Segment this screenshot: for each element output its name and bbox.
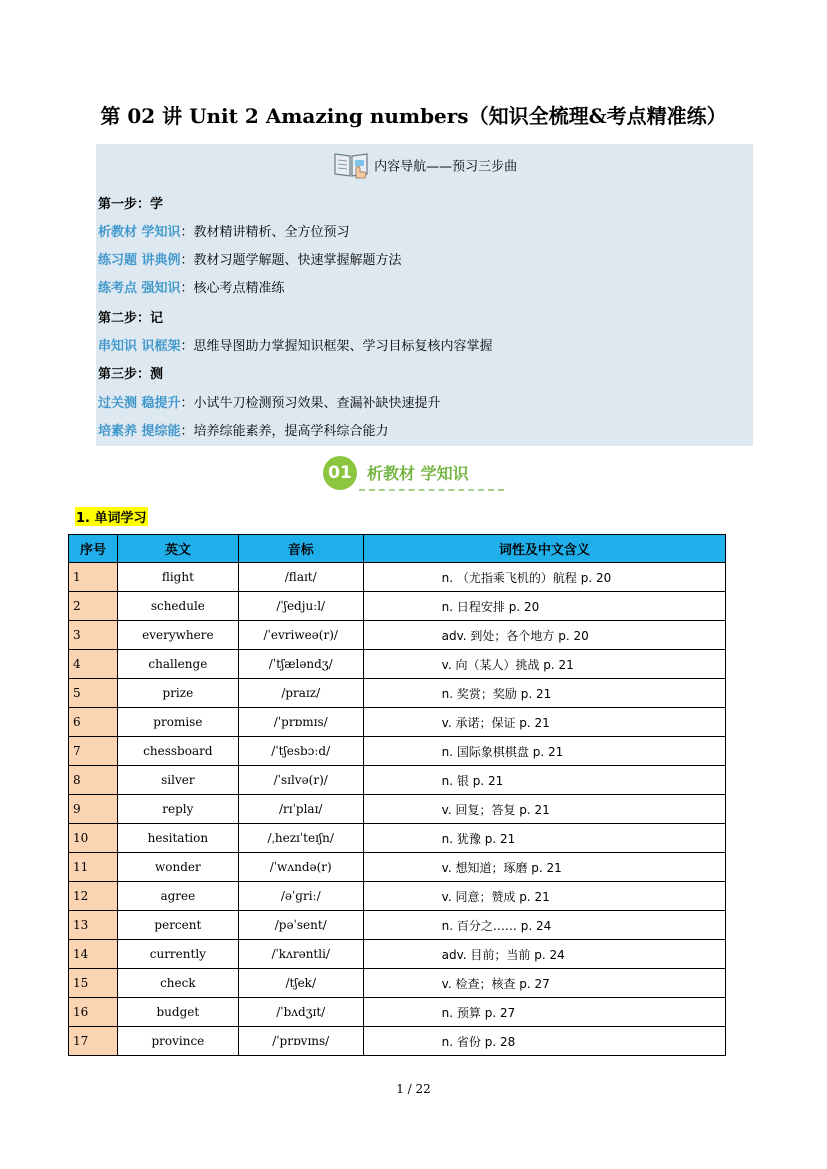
row-index: 4 xyxy=(69,650,118,679)
row-english: schedule xyxy=(117,592,238,621)
row-index: 17 xyxy=(69,1027,118,1056)
row-english: challenge xyxy=(117,650,238,679)
row-meaning: n. （尤指乘飞机的）航程 p. 20 xyxy=(363,563,725,592)
table-body xyxy=(69,563,726,1056)
row-english: agree xyxy=(117,882,238,911)
row-phonetic: /ˈʃedjuːl/ xyxy=(238,592,363,621)
table-row xyxy=(69,853,726,882)
row-english: check xyxy=(117,969,238,998)
row-phonetic: /ˈsɪlvə(r)/ xyxy=(238,766,363,795)
table-row xyxy=(69,940,726,969)
table-row xyxy=(69,766,726,795)
row-index: 8 xyxy=(69,766,118,795)
row-index: 15 xyxy=(69,969,118,998)
table-row xyxy=(69,592,726,621)
row-phonetic: /tʃek/ xyxy=(238,969,363,998)
step-2-heading: 第二步：记 xyxy=(98,311,164,326)
row-meaning: n. 日程安排 p. 20 xyxy=(363,592,725,621)
row-phonetic: /ˈtʃæləndʒ/ xyxy=(238,650,363,679)
row-english: prize xyxy=(117,679,238,708)
table-row xyxy=(69,824,726,853)
content-navigation-box xyxy=(96,144,753,446)
row-phonetic: /ˈwʌndə(r) xyxy=(238,853,363,882)
row-english: province xyxy=(117,1027,238,1056)
row-english: flight xyxy=(117,563,238,592)
row-english: chessboard xyxy=(117,737,238,766)
table-row xyxy=(69,795,726,824)
row-index: 3 xyxy=(69,621,118,650)
nav-item: 练考点 强知识：核心考点精准练 xyxy=(98,281,285,296)
header-english: 英文 xyxy=(117,535,238,563)
row-english: promise xyxy=(117,708,238,737)
badge-dashed-underline xyxy=(359,489,504,491)
table-row xyxy=(69,650,726,679)
row-meaning: adv. 到处；各个地方 p. 20 xyxy=(363,621,725,650)
row-phonetic: /ˈtʃesbɔːd/ xyxy=(238,737,363,766)
section-label: 1. 单词学习 xyxy=(75,507,148,526)
row-meaning: v. 回复；答复 p. 21 xyxy=(363,795,725,824)
table-row xyxy=(69,1027,726,1056)
table-row xyxy=(69,882,726,911)
row-english: budget xyxy=(117,998,238,1027)
table-header-row xyxy=(69,535,726,563)
row-phonetic: /ˈprɒmɪs/ xyxy=(238,708,363,737)
table-row xyxy=(69,679,726,708)
row-english: silver xyxy=(117,766,238,795)
row-phonetic: /ˈbʌdʒɪt/ xyxy=(238,998,363,1027)
nav-item: 串知识 识框架：思维导图助力掌握知识框架、学习目标复核内容掌握 xyxy=(98,339,493,354)
page-number: 1 / 22 xyxy=(396,1082,431,1096)
header-phonetic: 音标 xyxy=(238,535,363,563)
nav-item: 培素养 提综能：培养综能素养，提高学科综合能力 xyxy=(98,424,389,439)
row-index: 9 xyxy=(69,795,118,824)
row-index: 1 xyxy=(69,563,118,592)
row-meaning: v. 向（某人）挑战 p. 21 xyxy=(363,650,725,679)
row-phonetic: /praɪz/ xyxy=(238,679,363,708)
row-english: reply xyxy=(117,795,238,824)
table-row xyxy=(69,911,726,940)
row-index: 14 xyxy=(69,940,118,969)
row-index: 16 xyxy=(69,998,118,1027)
row-phonetic: /pəˈsent/ xyxy=(238,911,363,940)
row-meaning: adv. 目前；当前 p. 24 xyxy=(363,940,725,969)
table-row xyxy=(69,708,726,737)
table-row xyxy=(69,563,726,592)
table-row xyxy=(69,969,726,998)
nav-item: 过关测 稳提升：小试牛刀检测预习效果、查漏补缺快速提升 xyxy=(98,396,441,411)
row-index: 13 xyxy=(69,911,118,940)
book-hand-icon xyxy=(332,150,370,180)
row-english: hesitation xyxy=(117,824,238,853)
row-index: 7 xyxy=(69,737,118,766)
row-meaning: n. 百分之…… p. 24 xyxy=(363,911,725,940)
row-meaning: n. 犹豫 p. 21 xyxy=(363,824,725,853)
row-phonetic: /ˈprɒvɪns/ xyxy=(238,1027,363,1056)
row-meaning: v. 同意；赞成 p. 21 xyxy=(363,882,725,911)
row-meaning: n. 省份 p. 28 xyxy=(363,1027,725,1056)
row-meaning: v. 想知道；琢磨 p. 21 xyxy=(363,853,725,882)
row-phonetic: /flaɪt/ xyxy=(238,563,363,592)
row-phonetic: /ˈkʌrəntli/ xyxy=(238,940,363,969)
table-row xyxy=(69,737,726,766)
nav-header xyxy=(96,150,753,182)
row-english: percent xyxy=(117,911,238,940)
section-badge xyxy=(323,456,503,496)
row-meaning: n. 奖赏；奖励 p. 21 xyxy=(363,679,725,708)
row-phonetic: /rɪˈplaɪ/ xyxy=(238,795,363,824)
badge-number: 01 xyxy=(323,456,357,490)
table-row xyxy=(69,621,726,650)
row-index: 6 xyxy=(69,708,118,737)
row-meaning: n. 银 p. 21 xyxy=(363,766,725,795)
header-index: 序号 xyxy=(69,535,118,563)
row-meaning: v. 承诺；保证 p. 21 xyxy=(363,708,725,737)
row-index: 5 xyxy=(69,679,118,708)
nav-item: 练习题 讲典例：教材习题学解题、快速掌握解题方法 xyxy=(98,253,402,268)
row-english: everywhere xyxy=(117,621,238,650)
table-row xyxy=(69,998,726,1027)
row-index: 10 xyxy=(69,824,118,853)
nav-item: 析教材 学知识：教材精讲精析、全方位预习 xyxy=(98,225,350,240)
header-meaning: 词性及中文含义 xyxy=(363,535,725,563)
step-1-heading: 第一步：学 xyxy=(98,197,164,212)
row-english: wonder xyxy=(117,853,238,882)
row-index: 11 xyxy=(69,853,118,882)
vocabulary-table xyxy=(68,534,726,1056)
row-index: 12 xyxy=(69,882,118,911)
step-3-heading: 第三步：测 xyxy=(98,367,164,382)
page-title: 第 02 讲 Unit 2 Amazing numbers（知识全梳理&考点精准练） xyxy=(100,104,727,128)
row-meaning: n. 预算 p. 27 xyxy=(363,998,725,1027)
row-meaning: v. 检查；核查 p. 27 xyxy=(363,969,725,998)
row-phonetic: /ˌhezɪˈteɪʃn/ xyxy=(238,824,363,853)
row-meaning: n. 国际象棋棋盘 p. 21 xyxy=(363,737,725,766)
row-phonetic: /əˈɡriː/ xyxy=(238,882,363,911)
row-phonetic: /ˈevriweə(r)/ xyxy=(238,621,363,650)
badge-text: 析教材 学知识 xyxy=(367,464,469,483)
row-english: currently xyxy=(117,940,238,969)
row-index: 2 xyxy=(69,592,118,621)
nav-header-text: 内容导航——预习三步曲 xyxy=(374,159,518,175)
